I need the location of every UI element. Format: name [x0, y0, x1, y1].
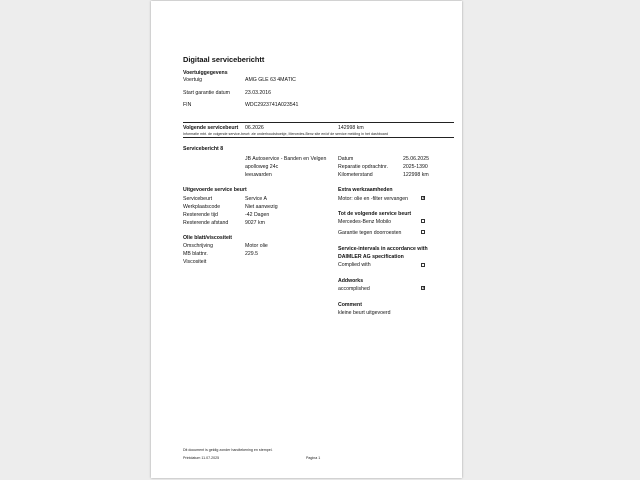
next-service-note: Informatie mbt. de volgende service-beurt: zie onderhoudsboekje, Mercedes-Benz site en/of de service melding in het dashboard	[183, 132, 388, 136]
divider	[183, 137, 454, 138]
workshop-name: JB Autoservice - Banden en Velgen	[245, 156, 327, 162]
oil-description-label: Omschrijving	[183, 243, 213, 249]
fin-value: WDC2923741A023541	[245, 102, 299, 108]
remaining-time-label: Resterende tijd	[183, 212, 218, 218]
remaining-distance-value: 9027 km	[245, 220, 265, 226]
next-service-km: 142998 km	[338, 125, 364, 131]
warranty-start-value: 23.03.2016	[245, 90, 271, 96]
intervals-heading-line1: Service-intervals in accordance with	[338, 246, 428, 252]
document-page	[151, 1, 462, 478]
order-number-value: 2025-1390	[403, 164, 428, 170]
workshop-code-value: Niet aanwezig	[245, 204, 278, 210]
workshop-code-label: Werkplaatscode	[183, 204, 221, 210]
next-service-date: 06.2026	[245, 125, 264, 131]
footer-print-date: Printdatum 11.07.2025	[183, 456, 220, 460]
service-type-value: Service A	[245, 196, 267, 202]
accomplished-label: accomplished	[338, 286, 370, 292]
intervals-heading-line2: DAIMLER AG specification	[338, 254, 404, 260]
vehicle-value: AMG GLE 63 4MATIC	[245, 77, 296, 83]
footer-page-number: Pagina 1	[306, 456, 321, 460]
workshop-city: leeuwarden	[245, 172, 272, 178]
complied-with-checkbox[interactable]	[421, 263, 425, 267]
date-value: 25.06.2025	[403, 156, 429, 162]
fin-label: FIN	[183, 102, 192, 108]
vehicle-heading: Voertuiggegevens	[183, 70, 228, 76]
addworks-heading: Addworks	[338, 278, 364, 284]
vehicle-label: Voertuig	[183, 77, 203, 83]
remaining-distance-label: Resterende afstand	[183, 220, 229, 226]
viscosity-label: Viscositeit	[183, 259, 207, 265]
rust-warranty-checkbox[interactable]	[421, 230, 425, 234]
oil-description-value: Motor olie	[245, 243, 268, 249]
rust-warranty-label: Garantie tegen doorroesten	[338, 230, 402, 236]
complied-with-label: Complied with	[338, 262, 371, 268]
extra-work-item: Motor: olie en -filter vervangen	[338, 196, 409, 202]
mb-sheet-value: 229.5	[245, 251, 258, 257]
comment-text: kleine beurt uitgevoerd	[338, 310, 391, 316]
oil-heading: Olie blatt/viscositeit	[183, 235, 233, 241]
remaining-time-value: -42 Dagen	[245, 212, 270, 218]
footer-validity: Dit document is geldig zonder handtekening en stempel.	[183, 448, 273, 452]
warranty-start-label: Start garantie datum	[183, 90, 231, 96]
service-type-label: Servicebeurt	[183, 196, 213, 202]
mileage-label: Kilometerstand	[338, 172, 373, 178]
report-heading: Servicebericht 8	[183, 146, 224, 152]
workshop-street: apolloweg 24c	[245, 164, 279, 170]
divider	[183, 122, 454, 123]
mb-sheet-label: MB blattnr.	[183, 251, 208, 257]
until-next-heading: Tot de volgende service beurt	[338, 211, 412, 217]
order-number-label: Reparatie opdrachtnr.	[338, 164, 388, 170]
document-title: Digitaal serviceberichtt	[183, 55, 265, 64]
mobilo-label: Mercedes-Benz Mobilo	[338, 219, 392, 225]
mileage-value: 122998 km	[403, 172, 429, 178]
next-service-label: Volgende servicebeurt	[183, 125, 239, 131]
comment-heading: Comment	[338, 302, 362, 308]
date-label: Datum	[338, 156, 354, 162]
performed-heading: Uitgevoerde service beurt	[183, 187, 247, 193]
accomplished-checkbox[interactable]	[421, 286, 425, 290]
extra-work-checkbox[interactable]	[421, 196, 425, 200]
mobilo-checkbox[interactable]	[421, 219, 425, 223]
extra-work-heading: Extra werkzaamheden	[338, 187, 393, 193]
